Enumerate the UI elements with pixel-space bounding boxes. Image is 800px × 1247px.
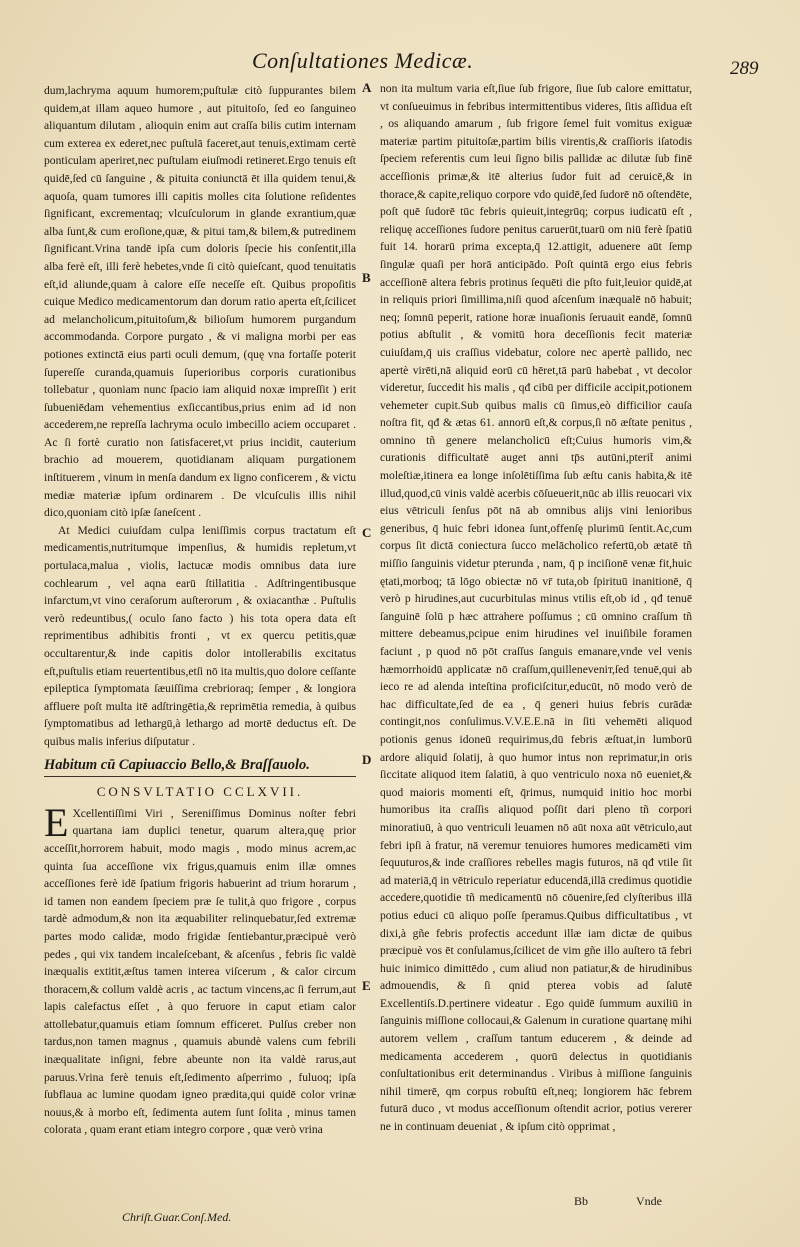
left-paragraph-2: At Medici cuiuſdam culpa leniſſimis corpus tractatum eſt medicamentis,nutritumque impenſius, & humidis repletum,vt portulaca,malua , violis, lactucæ modis omnibus data iure cochlearum , vel aqna earū ſtillatitia . Adſtringentibusque infarctum,vt vino ceraſorum auſterorum , & oxiacanthæ . Puſtulis verò redeuntibus,( oculo ſano facto ) his tota opera data eſt reprimentibus adhibitis fronti , vt ex quercu petitis,quæ occultarentur,& inde capitis dolor intollerabilis excitatus eſt,puſtulis etiam reuertentibus,etſi nō ita multis,quo dolore ceſſante epileptica ſymptomata ſæuiſſima crebrioraq; ſemper , & longiora affluere poſt multa itē adſtringētia,& reprimētia remedia, à quibus ſymptomatibus ad lethargū,à lethargo ad mortē deductus eſt. De quibus malis inferius diſputatur .	[44, 523, 356, 748]
left-paragraph-3	[44, 799, 356, 1139]
margin-letter-a: A	[362, 80, 372, 95]
margin-letter-d: D	[362, 752, 372, 767]
footer-catchword-left: Chriſt.Guar.Conſ.Med.	[122, 1210, 232, 1224]
page-number: 289	[730, 58, 759, 79]
left-column	[44, 82, 356, 1139]
right-paragraph-1: non ita multum varia eſt,ſiue ſub frigore, ſiue ſub calore emittatur, vt conſueuimus in febribus intermittentibus videres, ſitis aſſidua eſt , os aliquando amarum , ſub frigore ſemel fuit vomitus exiguæ materiæ partim pituitoſæ,partim bilis virentis,& craſſioris iſatodis ſpeciem referentis cum leui ſigno bilis pallidæ ac dilutæ ſub finē acceſſionis primæ,& itē alterius ſudor fuit ad ceruicē,& in thorace,& capite,reliquo corpore vdo quidē,ſed ſudorē nō oſtendēte, poſt quē ſudorē tūc febris quieuit,integrūq; corpus iudicatū eſt , reliquę acceſſiones ſudore penitus caruerūt,tuarū om niū ferè ſpatiū fuit 14. horarū prima excepta,q̄ 12.attigit, aduenere aūt ſemp ſingulæ quaſi per horā anticipādo. Poſt quintā ergo eius febris acceſſionē altera febris protinus ſequēti die pſto fuit,leuior quidē,at in reliquis priori ſimillima,niſi quod aſcenſum inæqualē nō habuit; neq; ſomnū peperit, ratione horæ inuaſionis ſeruauit eandē, ſomnū potius abſtulit , & vomitū hora deceſſionis fecit materiæ cuiuſdam,q̄ uis craſſius videbatur, colore nec apertè pallido, nec apertè virēti,nā aliquid eorū cū hēret,tā parū habebat , vt decolor videretur, ſuccedit his malis , qđ cibū per difficile accipit,potionem vehemeter cupit.Sub quibus malis cū ſimus,eò difficilior cauſa noſtra fit, qđ & ætas 61. annorū eſt,& corpus,ſi nō æſtate penitus , omnino tñ genere melancholicū eſt;Cuius humoris vim,& curationis difficultatē auget anni tp̄s autūni,pterit̄ animi moleſtiæ,itinera ea longe inſolētiſſima ſub æſtu canis habita,& itē illud,quod,cū vinis valdè acerbis cōſueuerit,nūc ab illis reuocari vix eius vētriculi ſenſus pōt nā ab omnibus alijs vini lenioribus generibus, q̄ huic febri idonea ſunt,offenſę plurimū ſentit.Ac,cum corpus ſit dictā coniectura ſucco melācholico refertū,ob ætatē tñ miſſio ſanguinis videtur pterunda , nam, q̄ p inciſionē venæ fit,huic ętati,morboq; tā lōgo obiectæ nō vr̄ tuta,ob ſpirituū inanitionē, q̄ verò p hirudines,aut cucurbitulas minus vtilis eſt,ob id , qđ tenuē ſanguinē ſolū p hæc attrahere poſſumus ; cū omnino craſſum tñ mittere debeamus,pcipue enim hirudines vel inuiſibile foramen faciunt , p quod nō pōt craſſus ſanguis emanare,vnde vel venis hæmorrhoidū applicatæ nō craſſum,quilleneveniт,ſed tenuē,qui ab ieco re ad alenda inteſtina proficiſcitur,educūt, nō modo verò de hac difficultate,ſed de ea , q̄ generi huius febris curādæ contingit,nos conſulimus.V.V.E.E.nā in ſiti vehemēti aliquod potionis genus idoneū requirimus,dū febris æſtuat,in lumborū ardore aliquid ſolatij, à quo humor intus non reprimatur,in oris ſiccitate aliquod item ſalatiū, à quo ventriculo noxa nō eueniet,& quod maioris momenti eſt, q̄rimus, numquid initio hoc morbi humoribus ita craſſis aliquod poſſit dari pleno tñ corpori minoratiuū, à quo ventriculi leuamen nō aūt noxa aūt vētriculo,aut febri ipſi à fratur, nā veremur tenuiores humores medicamēti vim ſequuturos,& inde craſſiores rebelles magis futuros, nā qđ vtile ſit ad materiā,q̄ in vētriculo reperiatur educendā,illā credimus quotidie accedere,quotidie tñ medicamentū nō cōuenire,ſed clyſteribus illā potius educi cū aliquo poſſe ſperamus.Quibus difficultatibus , vt dixi,à gñe febris profectis accedunt illæ iam dictæ de quibus præcipuè vos ēt conſulamus,ſcilicet de vim gñe illo auſtero tā febri huic inimico dimittēdo , cum aliud non patiatur,& de hirudinibus admouendis, & ſi qnid pterea vobis ad ſalutē Excellentiſs.D.pertinere videatur . Ego quidē ſummum auxiliū in ſanguinis miſſione collocaui,& Galenum in curatione quartanę mihi autorem vellem , craſſum tantum educerem , & deinde ad medicamenta accederem , quorū delectus in quotidianis conſultationibus erit determinandus . Viribus à miſſione ſanguinis nihil timerē, qm corpus robuſtū eſt,neq; longiorem hāc febrem futurā duco , vt modus acceſſionum oſtendit acrior, potius vererer ne in continuam deueniat , & ipſum citò opprimat ,	[380, 82, 692, 1134]
right-column	[380, 80, 692, 1136]
margin-letter-b: B	[362, 270, 371, 285]
margin-letter-c: C	[362, 525, 372, 540]
margin-letter-e: E	[362, 978, 371, 993]
drop-cap: E	[44, 799, 69, 845]
consultation-title: CONSVLTATIO CCLXVII.	[96, 784, 304, 800]
running-title: Conſultationes Medicæ.	[252, 48, 474, 73]
left-paragraph-1: dum,lachryma aquum humorem;puſtulæ citò ſuppurantes bilem quidem,at illam aqueo humore , aut pituitoſo, ſed eo ſanguineo aliquantum dilutam , alioquin enim aut craſſa bilis cutim internam cum exterea ex ederet,nec puſtulā faceret,aut tenuis,extimam certè ponticulam aperiret,nec puſtulam eiuſmodi retineret.Ergo tenuis eſt quidē,ſed cū ſanguine , & pituita coniunctā ēt illa quidem tenui,& aquoſa, quam tumores illi capitis molles cita ſolutione reſidentes ſignificant, excrementaq; vlcuſculorum in glande exrantium,quæ alba ſunt,& cum eroſione,quæ, & pitui tam,& bilem,& putredinem ſignificant.Vrina tandē ipſa cum doloris ſpecie his conſentit,illa alba ferè eſt, illi ferè hebetes,vnde ſi citò quieſcant, quod tenuitatis eſt,id aliunde,quam à calore eſſe neceſſe eſt. Quibus propoſitis cuique Medico medicamentorum dan dorum ratio aperta eſt,ſcilicet ad melancholicum,pituitoſum,& bilioſum humorem purgandum accommodanda. Corpore purgato , & vi maligna morbi per eas potiones extinctā eius parti oculi demum, (quę vna fortaſſe poterit ſupereſſe curanda,quamuis ſuperioribus corporis curationibus tollebatur , quoniam nunc ſpacio iam aliquid noxæ impreſſit ) erit ſubueniēdam vehementius exſiccantibus,prius enim ad id non accederem,ne repreſſa lachryma oculo imbecillo aciem occuparet . Ac ſi fortè curatio non ſatisfaceret,vt prius incidit, cauterium brachio ad mouerem, quotidianam aliquam purgationem inſtituerem , vinum in menſa dandum ex ligno conficerem , & victu mediæ materiæ ipſum ordinarem . De vlcuſculis illis nihil dico,quoniam citò ipſæ ſaneſcent .	[44, 84, 356, 520]
consultation-heading: Habitum cū Capiuaccio Bello,& Braſſauolo.	[44, 757, 356, 778]
left-paragraph-3-text: Xcellentiſſimi Viri , Sereniſſimus Dominus noſter febri quartana iam duplici tenetur, quarum altera,quę prior acceſſit,horrorem habuit, modo magis , modo minus acrem,ac quinta ſua acceſſione vix frigus,quamuis enim illæ omnes acceſſiones ferè idē ſpatium frigoris habuerint ad trium horarum , id tamen non eandem ſpeciem præ ſe tulit,à quo frigore , corpus tardè admodum,& non ita æquabiliter relinquebatur,ſed extremæ partes modo calidæ, modo frigidæ ſentiebantur,præcipuè verò pedes , qui vix tandem incaleſcebant, & aſcenſus , febris ſic valdè inæqualis extitit,æſtus tamen interea viſcerum , & calor circum thoracem,& collum valdè acris , ac tactum vincens,ac ſi ferrum,aut lapis calefactus eſſet , à quo feruore in caput etiam calor attollebatur,quamuis etiam ſomnum efficeret. Pulſus creber non tardus,non tamen magnus , quamuis abundè valens cum febrili inæqualitate inſigni, febre abeunte non ita valdè rarus,aut paruus.Vrina ferè tenuis eſt,ſedimento aſperrimo , fuluoq; ipſa ſubflaua ac lumine quodam igneo prædita,qui quidē color vrinæ nouus,& à morbo eſt, ſedimenta autem ſunt ſolita , minus tamen colorata , quam erant etiam integro corpore , quæ verò vrina	[44, 806, 356, 1137]
footer-catchword-right: Vnde	[636, 1194, 662, 1208]
signature-mark: Bb	[574, 1194, 589, 1208]
